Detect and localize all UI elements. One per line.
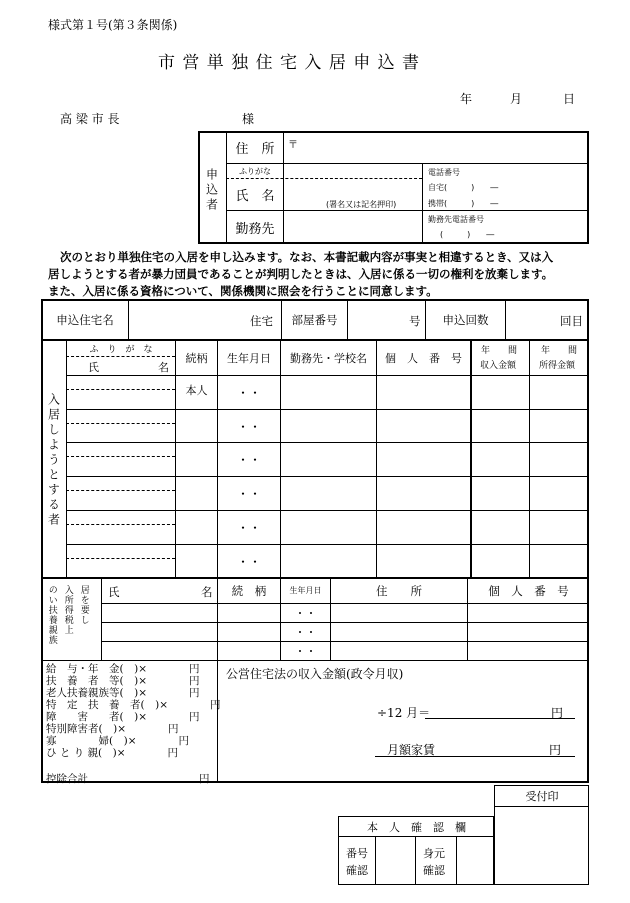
resident-income-header-1: 年 間 [481, 346, 518, 356]
furigana-divider [66, 456, 175, 457]
deduction-item: 寡 婦( )× 円 [46, 735, 189, 747]
dependent-name-header-left: 氏 [108, 585, 120, 599]
name-label: 氏 名 [235, 189, 275, 204]
furigana-label: ふりがな [239, 166, 271, 176]
workplace-label: 勤務先 [235, 221, 275, 237]
dependent-dob-mark: ・・ [294, 607, 317, 620]
room-label: 部屋番号 [291, 312, 338, 327]
monthly-formula: ÷12 月＝ [377, 706, 431, 720]
furigana-divider [66, 490, 175, 491]
count-label: 申込回数 [442, 312, 489, 327]
resident-name-header-left: 氏 [88, 361, 99, 374]
resident-income-header-2: 収入金額 [480, 361, 517, 371]
identity-verify-title: 本 人 確 認 欄 [367, 820, 466, 834]
phone-label: 電話番号 [428, 168, 460, 177]
rent-unit: 円 [549, 743, 562, 757]
deduction-item: 老人扶養親族等( )× 円 [46, 687, 200, 699]
resident-id-header: 個 人 番 号 [385, 351, 462, 365]
statement-line-1: 次のとおり単独住宅の入居を申し込みます。なお、本書記載内容が事実と相違するとき、又は入 [60, 250, 554, 264]
reception-stamp-label: 受付印 [525, 790, 559, 803]
dependents-side-col3: 居を要し [78, 585, 89, 625]
number-verify-label-2: 確認 [346, 864, 368, 877]
dependents-side-col1: のい扶養親族 [46, 585, 57, 645]
dependent-dob-mark: ・・ [294, 626, 317, 639]
furigana-divider [66, 389, 175, 390]
applicant-group-label: 申込者 [204, 167, 219, 213]
resident-dob-mark: ・・ [236, 419, 261, 434]
income-calc-label: 公営住宅法の収入金額(政令月収) [226, 667, 404, 681]
room-suffix: 号 [409, 314, 421, 328]
form-number: 様式第１号(第３条関係) [48, 18, 178, 32]
date-month: 月 [510, 92, 523, 106]
deduction-item: 障 害 者( )× 円 [46, 711, 200, 723]
monthly-yen: 円 [551, 706, 564, 720]
deduction-item: 特別障害者( )× 円 [46, 723, 179, 735]
table-row-divider [66, 510, 589, 511]
residents-side-label: 入居しようとする者 [46, 392, 61, 528]
resident-dob-mark: ・・ [236, 452, 261, 467]
resident-relation-self: 本人 [185, 384, 208, 397]
dependents-side-col2: 入所得税上 [62, 585, 73, 635]
postal-mark: 〒 [288, 140, 298, 151]
deduction-list [46, 663, 221, 759]
resident-dob-header: 生年月日 [227, 351, 271, 365]
rent-label: 月額家賃 [387, 743, 436, 757]
dependent-relation-header: 続 柄 [231, 583, 267, 598]
deduction-total-label: 控除合計 [46, 773, 88, 785]
statement-line-2: 居しようとする者が暴力団員であることが判明したときは、入居に係る一切の権利を放棄します。 [48, 267, 554, 281]
dependent-dob-mark: ・・ [294, 645, 317, 658]
addressee: 高 梁 市 長 [60, 112, 120, 126]
furigana-divider [66, 423, 175, 424]
date-year: 年 [460, 92, 473, 106]
resident-dob-mark: ・・ [236, 385, 261, 400]
furigana-divider [66, 558, 175, 559]
statement-line-3: また、入居に係る資格について、関係機関に照会を行うことに同意します。 [48, 284, 438, 298]
dependent-dob-header: 生年月日 [289, 586, 322, 595]
resident-dob-mark: ・・ [236, 554, 261, 569]
resident-earned-header-2: 所得金額 [539, 361, 576, 371]
resident-name-header-right: 名 [158, 361, 169, 374]
resident-earned-header-1: 年 間 [541, 346, 578, 356]
count-suffix: 回目 [560, 314, 583, 328]
home-phone: 自宅( ) ― [428, 183, 499, 192]
table-row-divider [66, 476, 589, 477]
date-day: 日 [563, 92, 576, 106]
identity-verify-label-2: 確認 [423, 864, 445, 877]
deduction-item: 扶 養 者 等( )× 円 [46, 675, 200, 687]
address-label: 住 所 [235, 142, 275, 157]
seal-note: (署名又は記名押印) [326, 200, 397, 209]
deduction-item: 特 定 扶 養 者( )× 円 [46, 699, 221, 711]
deduction-total-unit: 円 [199, 773, 210, 785]
housing-name-label: 申込住宅名 [56, 312, 114, 327]
table-row-divider [66, 409, 589, 410]
deduction-item: 給 与・年 金( )× 円 [46, 663, 200, 675]
workplace-phone: ( ) ― [440, 230, 495, 239]
resident-dob-mark: ・・ [236, 486, 261, 501]
dependent-id-header: 個 人 番 号 [488, 583, 569, 598]
table-row-divider [66, 442, 589, 443]
mobile-phone: 携帯( ) ― [428, 199, 499, 208]
resident-work-header: 勤務先・学校名 [290, 351, 367, 365]
furigana-divider [66, 524, 175, 525]
page-title: 市 営 単 独 住 宅 入 居 申 込 書 [158, 53, 421, 73]
workplace-phone-label: 勤務先電話番号 [428, 215, 484, 224]
resident-dob-mark: ・・ [236, 520, 261, 535]
identity-verify-label-1: 身元 [423, 847, 445, 860]
resident-furigana-header: ふ り が な [89, 344, 153, 355]
resident-relation-header: 続柄 [185, 351, 208, 365]
deduction-item: ひ と り 親( )× 円 [46, 747, 179, 759]
number-verify-label-1: 番号 [346, 847, 368, 860]
addressee-honorific: 様 [242, 112, 255, 126]
table-row-divider [66, 544, 589, 545]
dependent-name-header-right: 名 [201, 585, 213, 599]
dependent-address-header: 住 所 [376, 583, 422, 598]
housing-suffix: 住宅 [250, 314, 273, 328]
